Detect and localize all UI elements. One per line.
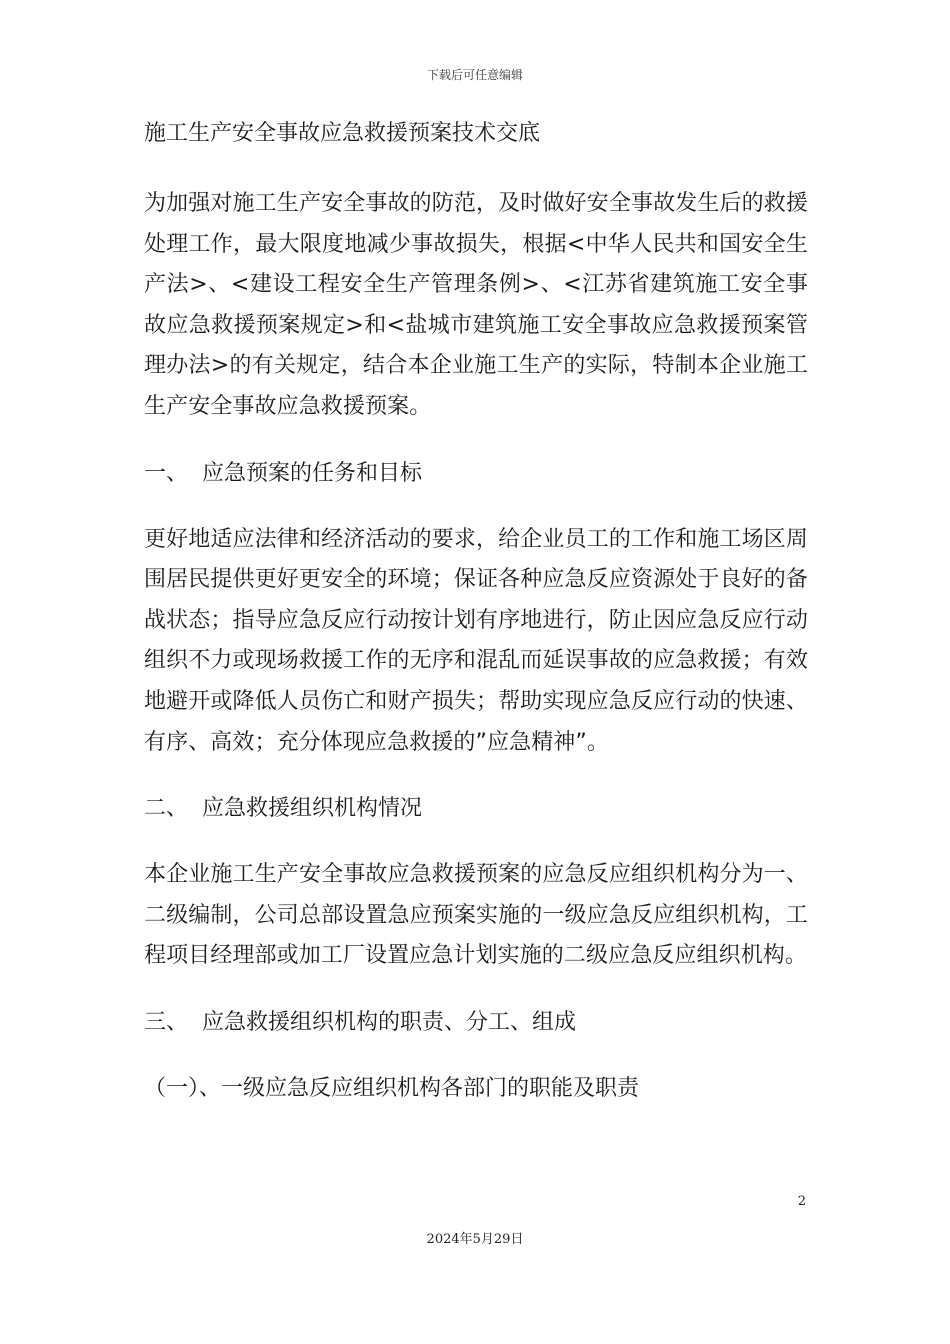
section-number: 二、 bbox=[144, 796, 189, 822]
section-title: 应急预案的任务和目标 bbox=[202, 460, 423, 486]
page-number: 2 bbox=[797, 1194, 806, 1209]
section-1-paragraph: 更好地适应法律和经济活动的要求，给企业员工的工作和施工场区周围居民提供更好更安全的环境；保证各种应急反应资源处于良好的备战状态；指导应急反应行动按计划有序地进行，防止因应急反应行动组织不力或现场救援工作的无序和混乱而延误事故的应急救援；有效地避开或降低人员伤亡和财产损失；帮助实现应急反应行动的快速、有序、高效；充分体现应急救援的”应急精神”。 bbox=[144, 526, 808, 755]
subsection-heading: （一）、一级应急反应组织机构各部门的职能及职责 bbox=[144, 1075, 640, 1101]
section-heading-2 bbox=[144, 789, 808, 829]
header-note: 下载后可任意编辑 bbox=[426, 68, 523, 82]
section-title: 应急救援组织机构的职责、分工、组成 bbox=[202, 1009, 577, 1035]
section-heading-3 bbox=[144, 1003, 808, 1043]
section-heading-1 bbox=[144, 454, 808, 494]
section-number: 三、 bbox=[144, 1009, 189, 1035]
document-body bbox=[144, 114, 808, 1135]
section-number: 一、 bbox=[144, 460, 189, 486]
footer-date: 2024年5月29日 bbox=[426, 1232, 524, 1247]
section-2-paragraph: 本企业施工生产安全事故应急救援预案的应急反应组织机构分为一、二级编制，公司总部设置急应预案实施的一级应急反应组织机构，工程项目经理部或加工厂设置应急计划实施的二级应急反应组织机构。 bbox=[144, 862, 808, 969]
document-title: 施工生产安全事故应急救援预案技术交底 bbox=[144, 121, 541, 146]
section-title: 应急救援组织机构情况 bbox=[202, 796, 423, 822]
intro-paragraph: 为加强对施工生产安全事故的防范，及时做好安全事故发生后的救援处理工作，最大限度地减少事故损失，根据<中华人民共和国安全生产法>、<建设工程安全生产管理条例>、<江苏省建筑施工安全事故应急救援预案规定>和<盐城市建筑施工安全事故应急救援预案管理办法>的有关规定，结合本企业施工生产的实际，特制本企业施工生产安全事故应急救援预案。 bbox=[144, 191, 808, 419]
